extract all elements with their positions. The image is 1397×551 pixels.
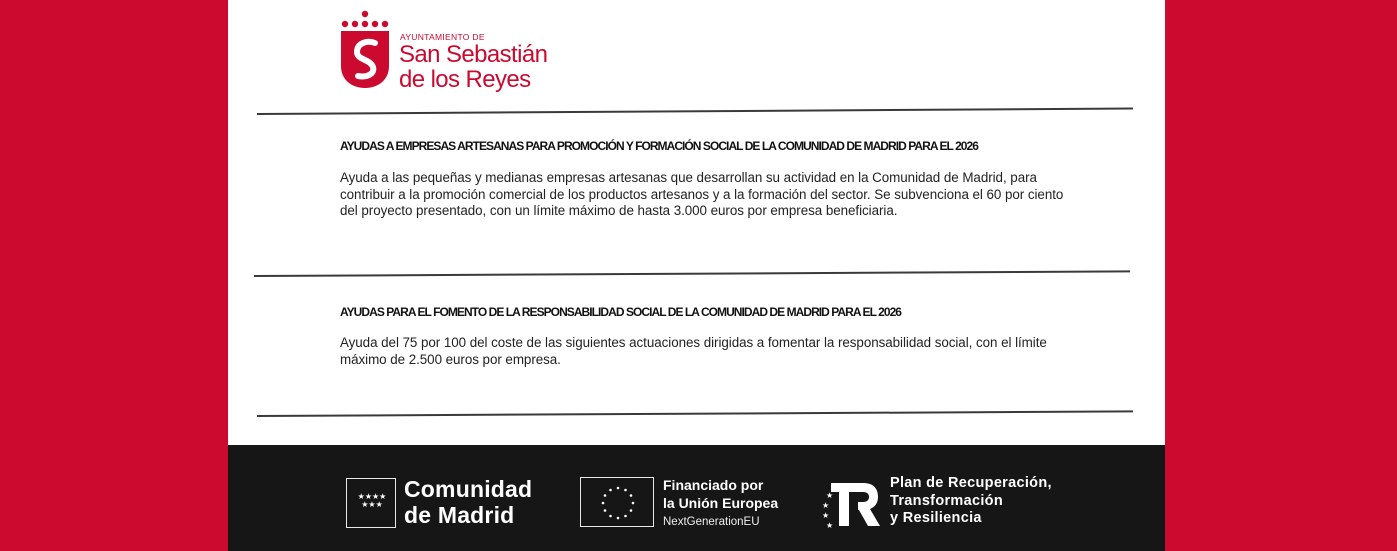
- divider: [257, 107, 1133, 114]
- logo-name-line2: de los Reyes: [399, 66, 531, 93]
- grant-section: [340, 139, 1065, 220]
- crown-shield-s-icon: [340, 10, 392, 90]
- content-panel: [228, 0, 1165, 551]
- grant-title: AYUDAS A EMPRESAS ARTESANAS PARA PROMOCIÓN Y FORMACIÓN SOCIAL DE LA COMUNIDAD DE MADRID PARA EL 2026: [340, 139, 978, 153]
- cm-line1: Comunidad: [404, 476, 533, 502]
- stars-row: ★★★★: [357, 492, 387, 501]
- ayuntamiento-logo: [340, 10, 560, 95]
- logo-name-line1: San Sebastián: [399, 41, 548, 68]
- logo-subtitle: AYUNTAMIENTO DE: [400, 32, 485, 42]
- grant-title: AYUDAS PARA EL FOMENTO DE LA RESPONSABILIDAD SOCIAL DE LA COMUNIDAD DE MADRID PARA EL 2026: [340, 305, 902, 319]
- prtr-line1: Plan de Recuperación,: [890, 475, 1052, 491]
- stars-row: ★★★: [361, 500, 383, 509]
- svg-text:★: ★: [826, 491, 834, 500]
- svg-text:★: ★: [822, 501, 830, 510]
- grant-description: Ayuda a las pequeñas y medianas empresas artesanas que desarrollan su actividad en la Comunidad de Madrid, para contribuir a la promoción comercial de los productos artesanos y a la formación del sector. Se subvenciona el 60 por ciento del proyecto presentado, con un límite máximo de hasta 3.000 euros por empresa beneficiaria.: [340, 170, 1064, 218]
- eu-flag-box: [580, 477, 654, 527]
- eu-line3: NextGenerationEU: [663, 516, 760, 528]
- cm-line2: de Madrid: [404, 502, 515, 528]
- divider: [257, 410, 1133, 416]
- prtr-line3: y Resiliencia: [890, 510, 982, 526]
- eu-line2: la Unión Europea: [663, 495, 779, 511]
- svg-text:★: ★: [822, 511, 830, 520]
- grant-section: [340, 305, 1065, 368]
- funding-footer: [228, 445, 1165, 551]
- grant-description: Ayuda del 75 por 100 del coste de las siguientes actuaciones dirigidas a fomentar la responsabilidad social, con el límite máximo de 2.500 euros por empresa.: [340, 335, 1047, 367]
- eu-line1: Financiado por: [663, 477, 764, 493]
- seven-stars-flag-icon: [346, 478, 396, 528]
- svg-text:★: ★: [826, 521, 834, 530]
- tr-stars-icon: [818, 474, 884, 530]
- divider: [254, 270, 1130, 276]
- eu-stars-circle-icon: [598, 483, 638, 523]
- prtr-line2: Transformación: [890, 492, 1003, 509]
